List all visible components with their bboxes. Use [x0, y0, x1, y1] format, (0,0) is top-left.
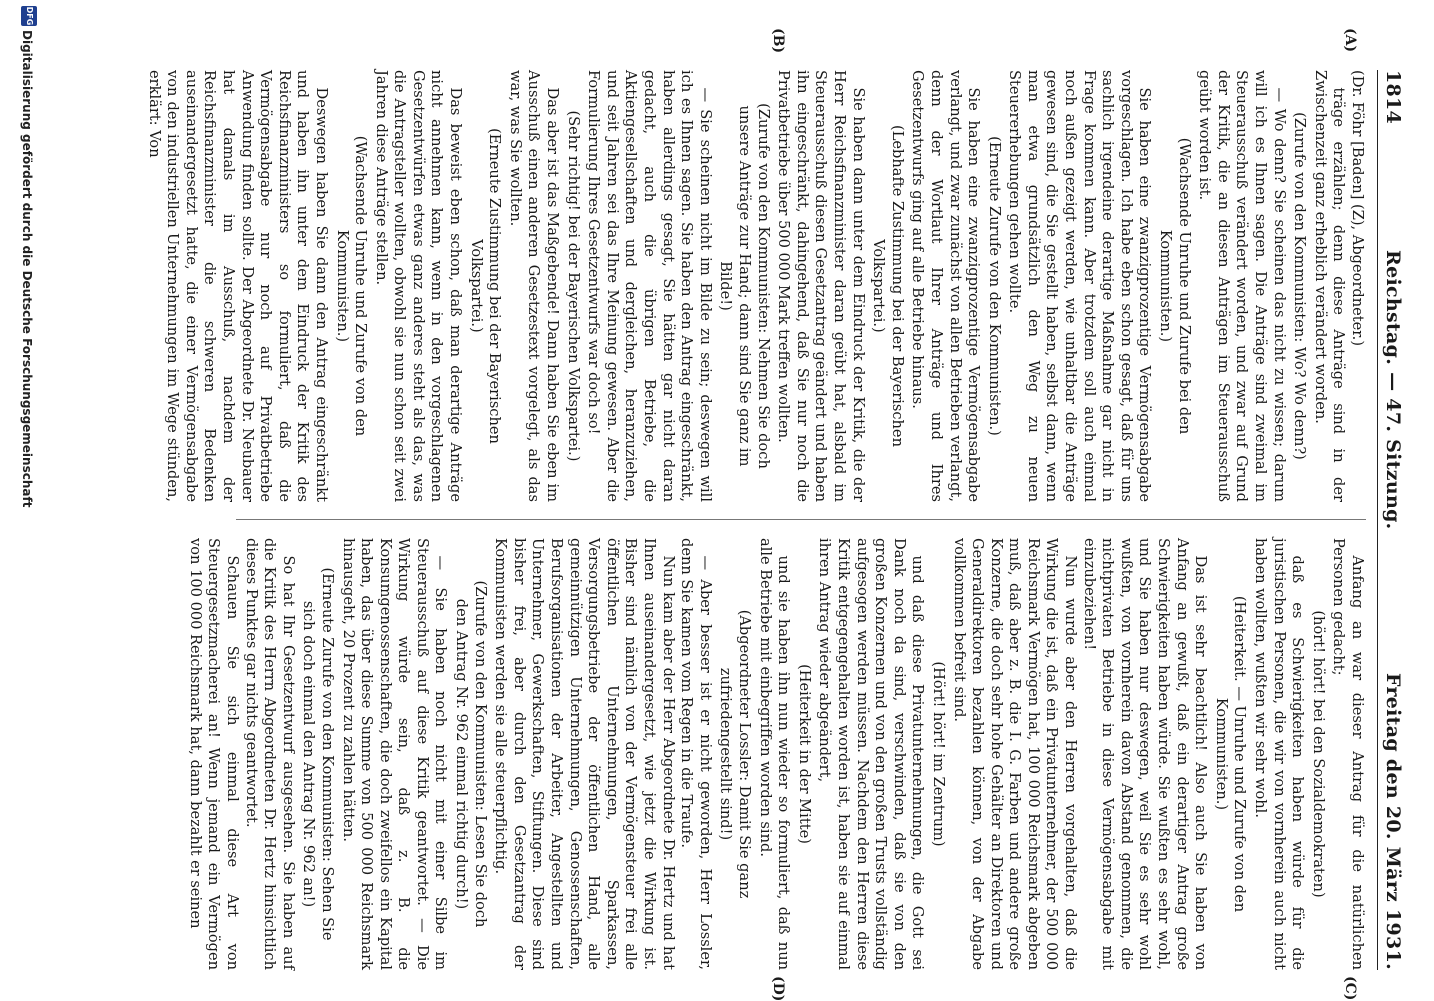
right-column: [186, 538, 1366, 970]
interjection: (Lebhafte Zustimmung bei der Bayerischen Volkspartei.): [870, 125, 906, 447]
margin-marker-b: (B): [770, 28, 786, 54]
paragraph: Das aber ist das Maßgebende! Dann haben Sie eben im Ausschuß einen anderen Gesetzestext vorgelegt, als das war, was Sie wollten.: [506, 70, 562, 502]
paragraph: Sie haben eine zwanzigprozentige Vermögensabgabe vorgeschlagen. Ich habe eben schon gesagt, daß für uns sachlich irgendeine derartige Maßnahme gar nicht in Frage kommen kann. Aber trotzdem soll auch einmal noch außen gezeigt werden, wie unhaltbar die Anträge gewesen sind, die Sie gestellt haben, selbst dann, wenn man etwa grundsätzlich den Weg zu neuen Steuererhebungen gehen wollte.: [1006, 70, 1154, 502]
session-date: Freitag den 20. März 1931.: [1382, 673, 1404, 970]
interjection: (Zurufe von den Kommunisten: Lesen Sie doch den Antrag Nr. 962 einmal richtig durch!): [453, 580, 489, 928]
paragraph: — Wo denn? Sie scheinen das nicht zu wissen; darum will ich es Ihnen sagen. Die Anträge sind zweimal im Steuerausschuß verändert worden, und zwar auf Grund der Kritik, die an diesen Anträgen im Steuerausschuß geübt worden ist.: [1196, 70, 1288, 502]
column-divider: [236, 519, 1366, 520]
interjection: (Wachsende Unruhe und Zurufe bei den Kommunisten.): [1157, 137, 1193, 435]
interjection: (Erneute Zurufe von den Kommunisten.): [985, 136, 1003, 436]
paragraph: Anfang an war dieser Antrag für die natürlichen Personen gedacht;: [1330, 538, 1366, 970]
interjection: (Wachsende Unruhe und Zurufe von den Kommunisten.): [333, 135, 370, 437]
paragraph: und sie haben ihn nun wieder so formuliert, daß nun alle Betriebe mit einbegriffen worden sind.: [756, 538, 793, 970]
paragraph: Sie haben eine zwanzigprozentige Vermögensabgabe verlangt, und zwar zunächst von allen Betrieben verlangt, denn der Wortlaut Ihrer Anträge und Ihres Gesetzentwurfs ging auf alle Betriebe hinaus.: [909, 70, 983, 502]
page-number: 1814: [1382, 70, 1404, 125]
interjection: (Zurufe von den Kommunisten: Nehmen Sie doch unsere Anträge zur Hand; dann sind Sie ganz im Bilde!): [717, 103, 772, 469]
interjection: (Abgeordneter Lossler: Damit Sie ganz zufriedengestellt sind!): [717, 609, 753, 899]
paragraph: träge erzählen; denn diese Anträge sind in der Zwischenzeit ganz erheblich verändert worden.: [1311, 70, 1348, 502]
margin-marker-d: (D): [770, 976, 786, 1001]
interjection: (Hört! hört! im Zentrum): [929, 661, 947, 847]
credit-text: Digitalisierung gefördert durch die Deutsche Forschungsgemeinschaft: [20, 30, 34, 508]
margin-marker-a: (A): [1342, 28, 1358, 53]
interjection: (Erneute Zurufe von den Kommunisten: Sehen Sie sich doch einmal den Antrag Nr. 962 an!): [300, 567, 336, 941]
paragraph: Das ist sehr beachtlich! Also auch Sie haben von Anfang an gewußt, daß ein derartiger Antrag große Schwierigkeiten haben würde. Sie wußten es sehr wohl, und Sie haben nur deswegen, weil Sie es sehr wohl wußten, von vornherein davon Abstand genommen, die nichtprivaten Betriebe in diese Vermögensabgabe mit einzubeziehen!: [1080, 538, 1210, 970]
paragraph: So hat Ihr Gesetzentwurf ausgesehen. Sie haben auf die Kritik des Herrn Abgeordneten Dr. Hertz hinsichtlich dieses Punktes gar nichts geantwortet.: [242, 538, 297, 970]
session-title: Reichstag. — 47. Sitzung.: [1382, 250, 1404, 530]
margin-marker-c: (C): [1342, 976, 1358, 1001]
dfg-logo: DFG: [21, 6, 37, 26]
interjection: (Heiterkeit in der Mitte): [795, 664, 813, 844]
running-head: [1377, 70, 1406, 970]
paragraph: daß es Schwierigkeiten haben würde für die juristischen Personen, die wir von vornherein auch nicht haben wollten, wußten wir sehr wohl.: [1252, 538, 1307, 970]
digitization-credit: [12, 0, 42, 1000]
paragraph: — Sie scheinen nicht im Bilde zu sein; deswegen will ich es Ihnen sagen. Sie haben den Antrag eingeschränkt, haben allerdings gesagt, Sie hätten gar nicht daran gedacht, auch die übrigen Betriebe, die Aktiengesellschaften und dergleichen, heranzuziehen, und seit Jahren sei das Ihre Meinung gewesen. Aber die Formulierung Ihres Gesetzentwurfs war doch so!: [585, 70, 714, 502]
paragraph: — Aber besser ist er nicht geworden, Herr Lossler, denn Sie kamen vom Regen in die Traufe.: [678, 538, 714, 970]
paragraph: Nun wurde aber den Herren vorgehalten, daß die Wirkung die ist, daß ein Privatunternehmer, der 500 000 Reichsmark Vermögen hat, 100 000 Reichsmark abgeben muß, daß aber z. B. die I. G. Farben und andere große Konzerne, die doch sehr hohe Gehälter an Direktoren und Generaldirektoren bezahlen können, von der Abgabe vollkommen befreit sind.: [950, 538, 1080, 970]
interjection: (hört! hört! bei den Sozialdemokraten): [1309, 610, 1327, 898]
speaker-line: (Dr. Föhr [Baden] (Z), Abgeordneter.): [1349, 70, 1366, 347]
paragraph: Das beweist eben schon, daß man derartige Anträge nicht annehmen kann, wenn in den vorgeschlagenen Gesetzentwürfen etwas ganz anderes steht als das, was die Antragsteller wollten, obwohl sie nun schon seit zwei Jahren diese Anträge stellen.: [372, 70, 465, 502]
interjection: (Heiterkeit. — Unruhe und Zurufe von den Kommunisten.): [1212, 595, 1249, 913]
paragraph: und daß diese Privatunternehmungen, die Gott sei Dank noch da sind, verschwinden, daß sie von den großen Konzernen und von den großen Trusts vollständig aufgesogen werden müssen. Nachdem den Herren diese Kritik entgegengehalten worden ist, haben sie auf einmal ihren Antrag wieder abgeändert,: [816, 538, 927, 970]
paragraph: Sie haben dann unter dem Eindruck der Kritik, die der Herr Reichsfinanzminister daran geübt hat, alsbald im Steuerausschuß diesen Gesetzantrag geändert und haben ihn eingeschränkt, dahingehend, daß Sie nur noch die Privatbetriebe über 500 000 Mark treffen wollten.: [775, 70, 867, 502]
page-content: [145, 28, 1406, 1001]
interjection: (Erneute Zustimmung bei der Bayerischen Volkspartei.): [467, 128, 504, 444]
paragraph: Schauen Sie sich einmal diese Art von Steuergesetzmacherei an! Wenn jemand ein Vermögen von 100 000 Reichsmark hat, dann bezahlt er seinen: [186, 538, 241, 970]
paragraph: Deswegen haben Sie dann den Antrag eingeschränkt und haben ihn unter dem Eindruck der Kritik des Reichsfinanzministers so formuliert, daß die Vermögensabgabe nur noch auf Privatbetriebe Anwendung finden sollte. Der Abgeordnete Dr. Neubauer hat damals im Ausschuß, nachdem der Reichsfinanzminister die schweren Bedenken auseinandergesetzt hatte, die einer Vermögensabgabe von den industriellen Unternehmungen im Wege stünden, erklärt: Von: [145, 70, 330, 502]
interjection: (Zurufe von den Kommunisten: Wo? Wo denn?): [1291, 112, 1309, 460]
paragraph: Nun kam aber der Herr Abgeordnete Dr. Hertz und hat Ihnen auseinandergesetzt, wie jetzt die Wirkung ist. Bisher sind nämlich von der Vermögensteuer frei alle öffentlichen Unternehmungen, Sparkassen, Versorgungsbetriebe der öffentlichen Hand, alle gemeinnützigen Unternehmungen, Genossenschaften, Berufsorganisationen der Arbeiter, Angestellten und Unternehmer, Gewerkschaften, Stiftungen. Diese sind bisher frei, aber durch den Gesetzantrag der Kommunisten werden sie alle steuerpflichtig.: [492, 538, 677, 970]
left-column: [145, 70, 1366, 502]
paragraph: — Sie haben noch nicht mit einer Silbe im Steuerausschuß auf diese Kritik geantwortet. — Die Wirkung würde sein, daß z. B. die Konsumgenossenschaften, die doch zweifellos ein Kapital haben, das über diese Summe von 500 000 Reichsmark hinausgeht, 20 Prozent zu zahlen hätten.: [339, 538, 450, 970]
interjection: (Sehr richtig! bei der Bayerischen Volkspartei.): [564, 110, 582, 462]
